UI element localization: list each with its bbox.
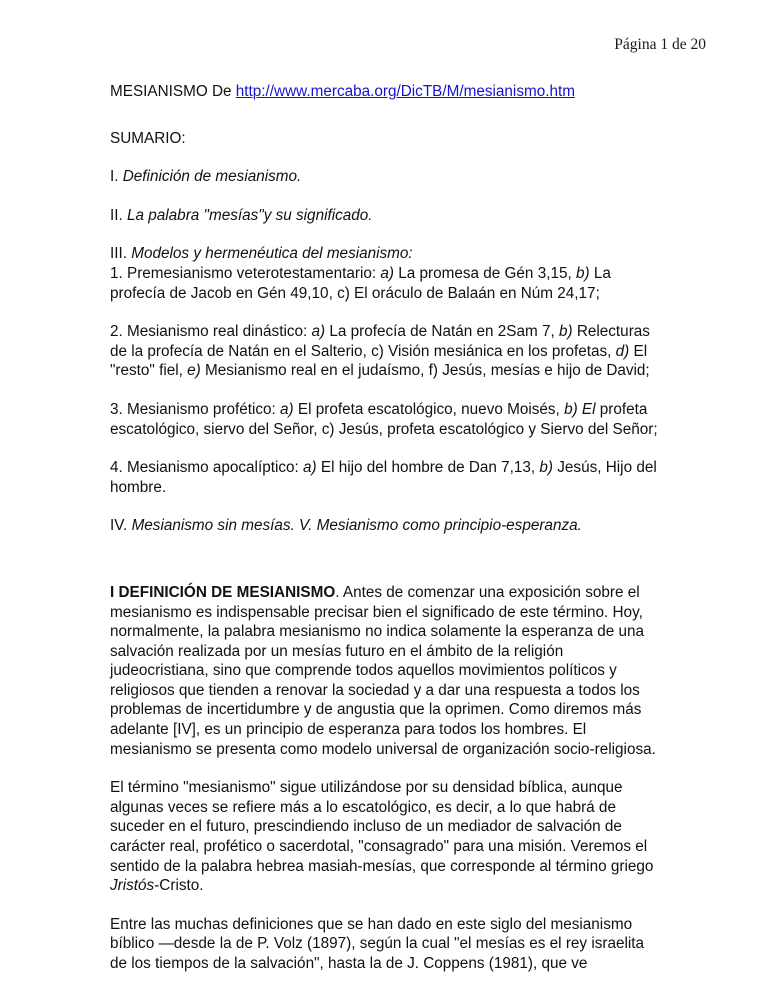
paragraph-2-part-1: El término "mesianismo" sigue utilizándose por su densidad bíblica, aunque algunas veces se refiere más a lo escatológico, es decir, a lo que habrá de suceder en el futuro, prescindiendo incluso de un mediador de salvación de carácter real, profético o sacerdotal, "consagrado" para una misión. Veremos el sentido de la palabra hebrea masiah-mesías, que corresponde al término griego xyxy=(110,779,654,875)
spacer xyxy=(110,381,662,400)
spacer xyxy=(110,439,662,458)
document-title-line xyxy=(110,82,662,102)
spacer xyxy=(110,497,662,516)
document-title-prefix: MESIANISMO De xyxy=(110,83,236,100)
document-content xyxy=(110,82,662,974)
toc-subitem-1-lead: 1. Premesianismo veterotestamentario: xyxy=(110,264,381,282)
spacer xyxy=(110,759,662,778)
toc-item-1 xyxy=(110,167,662,187)
toc-subitem-1-marker-a: a) xyxy=(380,264,394,282)
toc-subitem-3-text-b: profeta escatológico, siervo del Señor, c) Jesús, profeta escatológico y Siervo del Señor; xyxy=(110,400,658,438)
toc-subitem-1-text-b: La profecía de Jacob en Gén 49,10, c) El oráculo de Balaán en Núm 24,17; xyxy=(110,264,611,302)
spacer xyxy=(110,187,662,206)
toc-subitem-4-marker-a: a) xyxy=(303,459,317,477)
toc-subitem-2-marker-e: e) xyxy=(187,362,201,380)
page-header: Página 1 de 20 xyxy=(614,36,706,53)
toc-item-4 xyxy=(110,516,662,536)
toc-subitem-2-text-d: El "resto" fiel, xyxy=(110,342,648,380)
spacer xyxy=(110,102,662,129)
spacer xyxy=(110,148,662,167)
toc-subitem-4-lead: 4. Mesianismo apocalíptico: xyxy=(110,459,304,477)
toc-item-1-number: I. xyxy=(110,168,123,186)
toc-subitem-3-marker-a: a) xyxy=(280,400,294,418)
toc-subitem-3-text-a: El profeta escatológico, nuevo Moisés, xyxy=(293,400,565,418)
section-1-paragraph xyxy=(110,583,662,759)
toc-subitem-4-text-b: Jesús, Hijo del hombre. xyxy=(110,459,657,496)
toc-subitem-1-marker-b: b) xyxy=(575,264,590,282)
toc-subitem-4-marker-b: b) xyxy=(539,459,554,477)
toc-subitem-2-text-e: Mesianismo real en el judaísmo, f) Jesús, mesías e hijo de David; xyxy=(200,362,650,380)
toc-item-3 xyxy=(110,244,662,264)
spacer xyxy=(110,303,662,322)
toc-item-2-title: La palabra "mesías"y su significado. xyxy=(127,206,373,224)
summary-label: SUMARIO: xyxy=(110,129,186,147)
toc-subitem-2-marker-a: a) xyxy=(311,323,326,341)
toc-item-1-title: Definición de mesianismo. xyxy=(122,168,302,186)
section-1-heading: I DEFINICIÓN DE MESIANISMO xyxy=(110,583,336,601)
spacer xyxy=(110,536,662,583)
section-1-body: . Antes de comenzar una exposición sobre el mesianismo es indispensable precisar bien el significado de este término. Hoy, normalmente, la palabra mesianismo no indica solamente la esperanza de una salvación realizada por un mesías futuro en el ámbito de la religión judeocristiana, sino que comprende todos aquellos movimientos políticos y religiosos que tienden a renovar la sociedad y a dar una respuesta a todos los problemas de incertidumbre y de angustia que la oprimen. Como diremos más adelante [IV], es un principio de esperanza para todos los hombres. El mesianismo se presenta como modelo universal de organización socio-religiosa. xyxy=(110,583,656,758)
toc-subitem-4-text-a: El hijo del hombre de Dan 7,13, xyxy=(316,459,540,477)
paragraph-2-part-2: -Cristo. xyxy=(154,877,204,895)
toc-subitem-3-marker-b: b) El xyxy=(564,400,596,418)
toc-subitem-2-text-a: La profecía de Natán en 2Sam 7, xyxy=(325,323,559,341)
toc-subitem-1 xyxy=(110,264,662,303)
toc-subitem-4 xyxy=(110,458,662,497)
toc-item-2 xyxy=(110,206,662,226)
paragraph-2-greek-term: Jristós xyxy=(110,877,155,895)
toc-item-2-number: II. xyxy=(110,206,127,224)
toc-subitem-1-text-a: La promesa de Gén 3,15, xyxy=(393,264,576,282)
toc-item-3-title: Modelos y hermenéutica del mesianismo: xyxy=(131,245,413,263)
toc-subitem-3 xyxy=(110,400,662,439)
toc-subitem-2-lead: 2. Mesianismo real dinástico: xyxy=(110,323,312,341)
toc-subitem-2-marker-b: b) xyxy=(558,323,573,341)
toc-subitem-2-text-b: Relecturas de la profecía de Natán en el Salterio, c) Visión mesiánica en los profetas, xyxy=(110,323,650,360)
paragraph-2 xyxy=(110,778,662,896)
source-url-link[interactable]: http://www.mercaba.org/DicTB/M/mesianismo.htm xyxy=(235,83,575,100)
spacer xyxy=(110,896,662,915)
toc-subitem-3-lead: 3. Mesianismo profético: xyxy=(110,400,281,418)
toc-subitem-2 xyxy=(110,322,662,381)
paragraph-3: Entre las muchas definiciones que se han dado en este siglo del mesianismo bíblico —desde la de P. Volz (1897), según la cual "el mesías es el rey israelita de los tiempos de la salvación", hasta la de J. Coppens (1981), que ve xyxy=(110,915,645,972)
toc-subitem-2-marker-d: d) xyxy=(615,342,630,360)
toc-item-4-title: Mesianismo sin mesías. V. Mesianismo como principio-esperanza. xyxy=(131,517,582,535)
toc-item-3-number: III. xyxy=(110,245,132,263)
spacer xyxy=(110,225,662,244)
toc-item-4-number: IV. xyxy=(110,517,132,535)
